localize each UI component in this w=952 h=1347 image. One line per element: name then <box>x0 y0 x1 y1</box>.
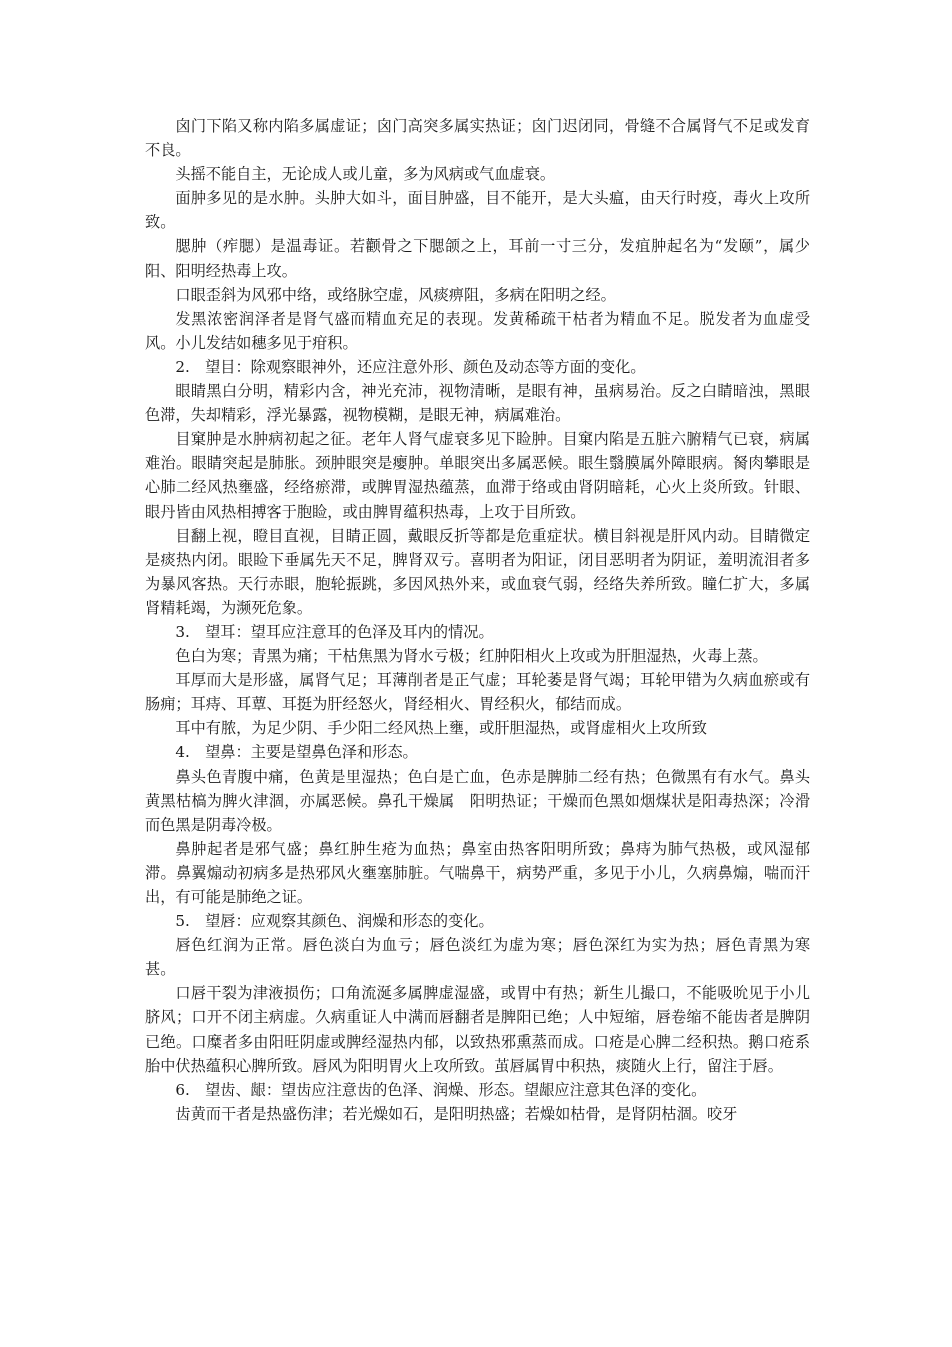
section-heading-nose: 4. 望鼻：主要是望鼻色泽和形态。 <box>175 743 418 762</box>
document-page <box>145 114 810 1126</box>
paragraph-eye-swelling: 目窠肿是水肿病初起之征。老年人肾气虚衰多见下睑肿。目窠内陷是五脏六腑精气已衰，病属难治。眼睛突起是肺胀。颈肿眼突是瘿肿。单眼突出多属恶候。眼生翳膜属外障眼病。胬肉攀眼是心肺二经风热壅盛，经络瘀滞，或脾胃湿热蕴蒸，血滞于络或由肾阴暗耗，心火上炎所致。针眼、眼丹皆由风热相搏客于胞睑，或由脾胃蕴积热毒，上攻于目所致。 <box>145 430 810 521</box>
section-heading-lips: 5. 望唇：应观察其颜色、润燥和形态的变化。 <box>175 912 494 931</box>
paragraph-teeth: 齿黄而干者是热盛伤津；若光燥如石，是阳明热盛；若燥如枯骨，是肾阴枯涸。咬牙 <box>175 1104 738 1123</box>
paragraph-facial-palsy: 口眼歪斜为风邪中络，或络脉空虚，风痰痹阻，多病在阳明之经。 <box>175 285 616 304</box>
section-heading-eyes: 2. 望目：除观察眼神外，还应注意外形、颜色及动态等方面的变化。 <box>175 357 646 376</box>
paragraph-hair: 发黑浓密润泽者是肾气盛而精血充足的表现。发黄稀疏干枯者为精血不足。脱发者为血虚受风。小儿发结如穗多见于疳积。 <box>145 309 810 352</box>
section-heading-ears: 3. 望耳：望耳应注意耳的色泽及耳内的情况。 <box>175 622 494 641</box>
paragraph-eye-movement: 目翻上视，瞪目直视，目睛正圆，戴眼反折等都是危重症状。横目斜视是肝风内动。目睛微定是痰热内闭。眼睑下垂属先天不足，脾肾双亏。喜明者为阳证，闭目恶明者为阴证，羞明流泪者多为暴风客热。天行赤眼，胞轮振跳，多因风热外来，或血衰气弱，经络失养所致。瞳仁扩大，多属肾精耗竭，为濒死危象。 <box>145 526 810 617</box>
paragraph-nose-swelling: 鼻肿起者是邪气盛；鼻红肿生疮为血热；鼻室由热客阳明所致；鼻痔为肺气热极，或风湿郁滞。鼻翼煽动初病多是热邪风火壅塞肺脏。气喘鼻干，病势严重，多见于小儿，久病鼻煽，喘而汗出，有可能是肺绝之证。 <box>145 839 810 906</box>
paragraph-head-shaking: 头摇不能自主，无论成人或儿童，多为风病或气血虚衰。 <box>175 165 556 184</box>
paragraph-nose-color: 鼻头色青腹中痛，色黄是里湿热；色白是亡血，色赤是脾肺二经有热；色微黑有有水气。鼻头黄黑枯槁为脾火津涸，亦属恶候。鼻孔干燥属 阳明热证；干燥而色黑如烟煤状是阳毒热深；冷滑而色黑是阴毒冷极。 <box>145 767 810 834</box>
paragraph-ear-color: 色白为寒；青黑为痛；干枯焦黑为肾水亏极；红肿阳相火上攻或为肝胆湿热，火毒上蒸。 <box>175 647 768 666</box>
paragraph-ear-pus: 耳中有脓，为足少阴、手少阳二经风热上壅，或肝胆湿热，或肾虚相火上攻所致 <box>175 719 707 738</box>
paragraph-face-swelling: 面肿多见的是水肿。头肿大如斗，面目肿盛，目不能开，是大头瘟，由天行时疫，毒火上攻所致。 <box>145 189 810 232</box>
paragraph-lip-color: 唇色红润为正常。唇色淡白为血亏；唇色淡红为虚为寒；唇色深红为实为热；唇色青黑为寒甚。 <box>145 936 810 979</box>
paragraph-fontanelle: 囟门下陷又称内陷多属虚证；囟门高突多属实热证；囟门迟闭同，骨缝不合属肾气不足或发育不良。 <box>145 117 810 160</box>
paragraph-lip-condition: 口唇干裂为津液损伤；口角流涎多属脾虚湿盛，或胃中有热；新生儿撮口，不能吸吮见于小儿脐风；口开不闭主病虚。久病重证人中满而唇翻者是脾阳已绝；人中短缩，唇卷缩不能齿者是脾阴已绝。口糜者多由阳旺阴虚或脾经湿热内郁，以致热邪熏蒸而成。口疮是心脾二经积热。鹅口疮系胎中伏热蕴积心脾所致。唇风为阳明胃火上攻所致。茧唇属胃中积热，痰随火上行，留注于唇。 <box>145 984 810 1075</box>
paragraph-ear-shape: 耳厚而大是形盛，属肾气足；耳薄削者是正气虚；耳轮萎是肾气竭；耳轮甲错为久病血瘀或有肠痈；耳痔、耳蕈、耳挺为肝经怒火，肾经相火、胃经积火，郁结而成。 <box>145 671 810 714</box>
paragraph-eye-spirit: 眼睛黑白分明，精彩内含，神光充沛，视物清晰，是眼有神，虽病易治。反之白睛暗浊，黑眼色滞，失却精彩，浮光暴露，视物模糊，是眼无神，病属难治。 <box>145 382 810 425</box>
paragraph-mumps: 腮肿（痄腮）是温毒证。若颧骨之下腮颌之上，耳前一寸三分，发疽肿起名为“发颐”，属少阳、阳明经热毒上攻。 <box>145 237 810 280</box>
section-heading-teeth-gums: 6. 望齿、龈：望齿应注意齿的色泽、润燥、形态。望龈应注意其色泽的变化。 <box>175 1080 707 1099</box>
